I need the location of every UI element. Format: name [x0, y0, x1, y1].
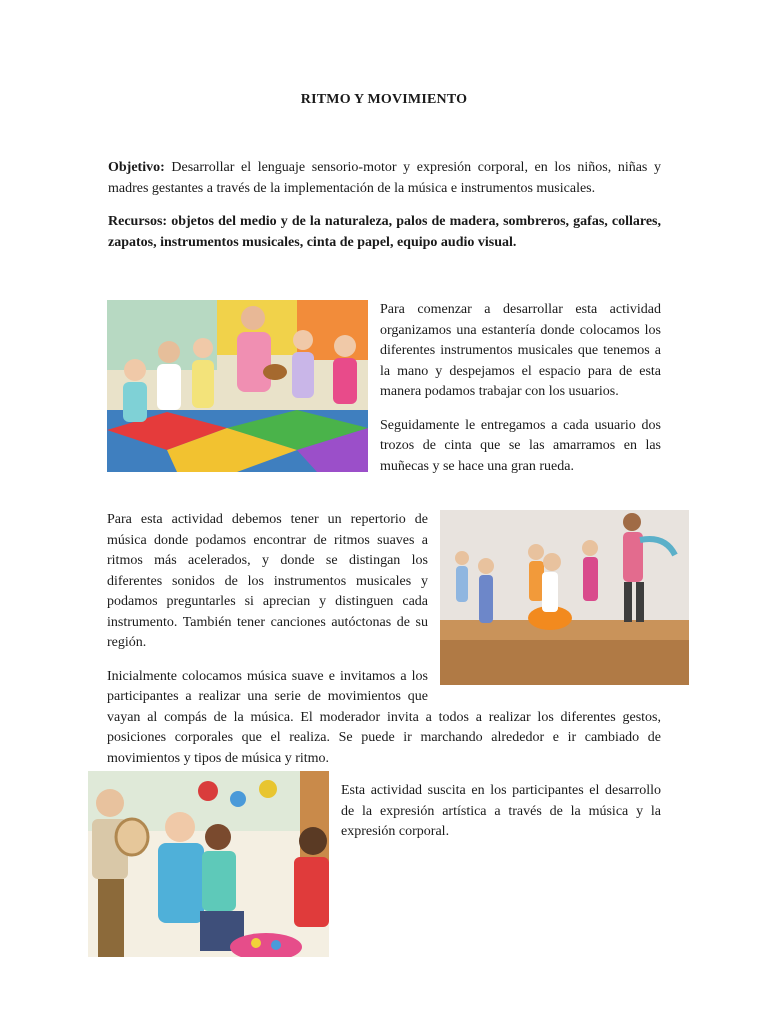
- section-3-paragraph-1: Esta actividad suscita en los participantes el desarrollo de la expresión artística a través de la música y la expresión corporal.: [341, 783, 661, 839]
- children-dancing-photo: [440, 510, 689, 685]
- objective-label: Objetivo:: [108, 160, 165, 175]
- objective-paragraph: [108, 158, 661, 199]
- section-2: [107, 510, 661, 782]
- page-title: RITMO Y MOVIMIENTO: [300, 92, 468, 107]
- section-3: [341, 781, 661, 856]
- resources-paragraph: Recursos: objetos del medio y de la naturaleza, palos de madera, sombreros, gafas, collares, zapatos, instrumentos musicales, cinta de papel, equipo audio visual.: [108, 214, 661, 250]
- section-1-paragraph-2: Seguidamente le entregamos a cada usuario dos trozos de cinta que se las amarramos en las muñecas y se hace una gran rueda.: [380, 417, 661, 474]
- section-2-paragraph-1: Para esta actividad debemos tener un repertorio de música donde podamos encontrar de ritmos suaves a ritmos más acelerados, y donde se distingan los diferentes sonidos de los instrumentos musicales y podamos preguntarles si aprecian y distinguen cada instrumento. También tener canciones autóctonas de su región.: [107, 512, 428, 650]
- objective-text: Desarrollar el lenguaje sensorio-motor y expresión corporal, en los niños, niñas y madres gestantes a través de la implementación de la música e instrumentos musicales.: [108, 160, 661, 196]
- section-1-paragraph-1: Para comenzar a desarrollar esta actividad organizamos una estantería donde colocamos los diferentes instrumentos musicales que tenemos a la mano y despejamos el espacio para de esta manera podamos trabajar con los usuarios.: [380, 302, 661, 399]
- children-guitar-photo: [107, 300, 368, 472]
- section-1: [107, 300, 661, 490]
- section-2-paragraph-2: Inicialmente colocamos música suave e invitamos a los participantes a realizar una serie de movimientos que vayan al compás de la música. El moderador invita a todos a realizar los diferentes gestos, posiciones corporales que el realiza. Se puede ir marchando alrededor e ir cambiado de movimientos y tipos de música y ritmo.: [107, 668, 661, 766]
- children-instruments-photo: [88, 771, 329, 957]
